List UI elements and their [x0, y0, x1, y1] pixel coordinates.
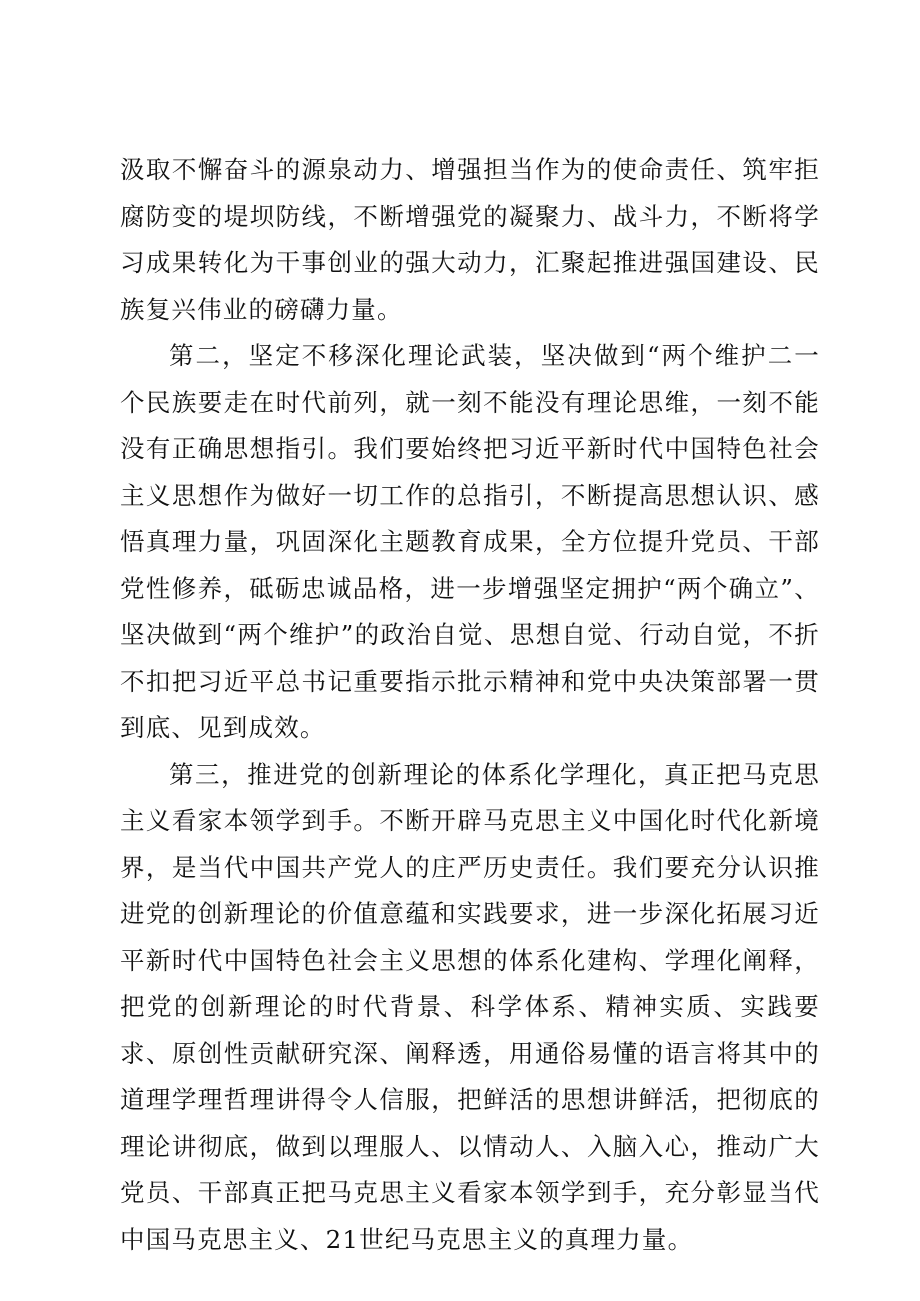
paragraph-continuation: 汲取不懈奋斗的源泉动力、增强担当作为的使命责任、筑牢拒腐防变的堤坝防线，不断增强党的凝聚力、战斗力，不断将学习成果转化为干事创业的强大动力，汇聚起推进强国建设、民族复兴伟业的磅礴力量。	[120, 155, 820, 324]
paragraph-second-point: 第二，坚定不移深化理论武装，坚决做到“两个维护二一个民族要走在时代前列，就一刻不能没有理论思维，一刻不能没有正确思想指引。我们要始终把习近平新时代中国特色社会主义思想作为做好一切工作的总指引，不断提高思想认识、感悟真理力量，巩固深化主题教育成果，全方位提升党员、干部党性修养，砥砺忠诚品格，进一步增强坚定拥护“两个确立”、坚决做到“两个维护”的政治自觉、思想自觉、行动自觉，不折不扣把习近平总书记重要指示批示精神和党中央决策部署一贯到底、见到成效。	[120, 341, 820, 742]
document-body	[120, 147, 820, 1263]
paragraph-third-point: 第三，推进党的创新理论的体系化学理化，真正把马克思主义看家本领学到手。不断开辟马克思主义中国化时代化新境界，是当代中国共产党人的庄严历史责任。我们要充分认识推进党的创新理论的价值意蕴和实践要求，进一步深化拓展习近平新时代中国特色社会主义思想的体系化建构、学理化阐释，把党的创新理论的时代背景、科学体系、精神实质、实践要求、原创性贡献研究深、阐释透，用通俗易懂的语言将其中的道理学理哲理讲得令人信服，把鲜活的思想讲鲜活，把彻底的理论讲彻底，做到以理服人、以情动人、入脑入心，推动广大党员、干部真正把马克思主义看家本领学到手，充分彰显当代中国马克思主义、21世纪马克思主义的真理力量。	[120, 759, 820, 1254]
